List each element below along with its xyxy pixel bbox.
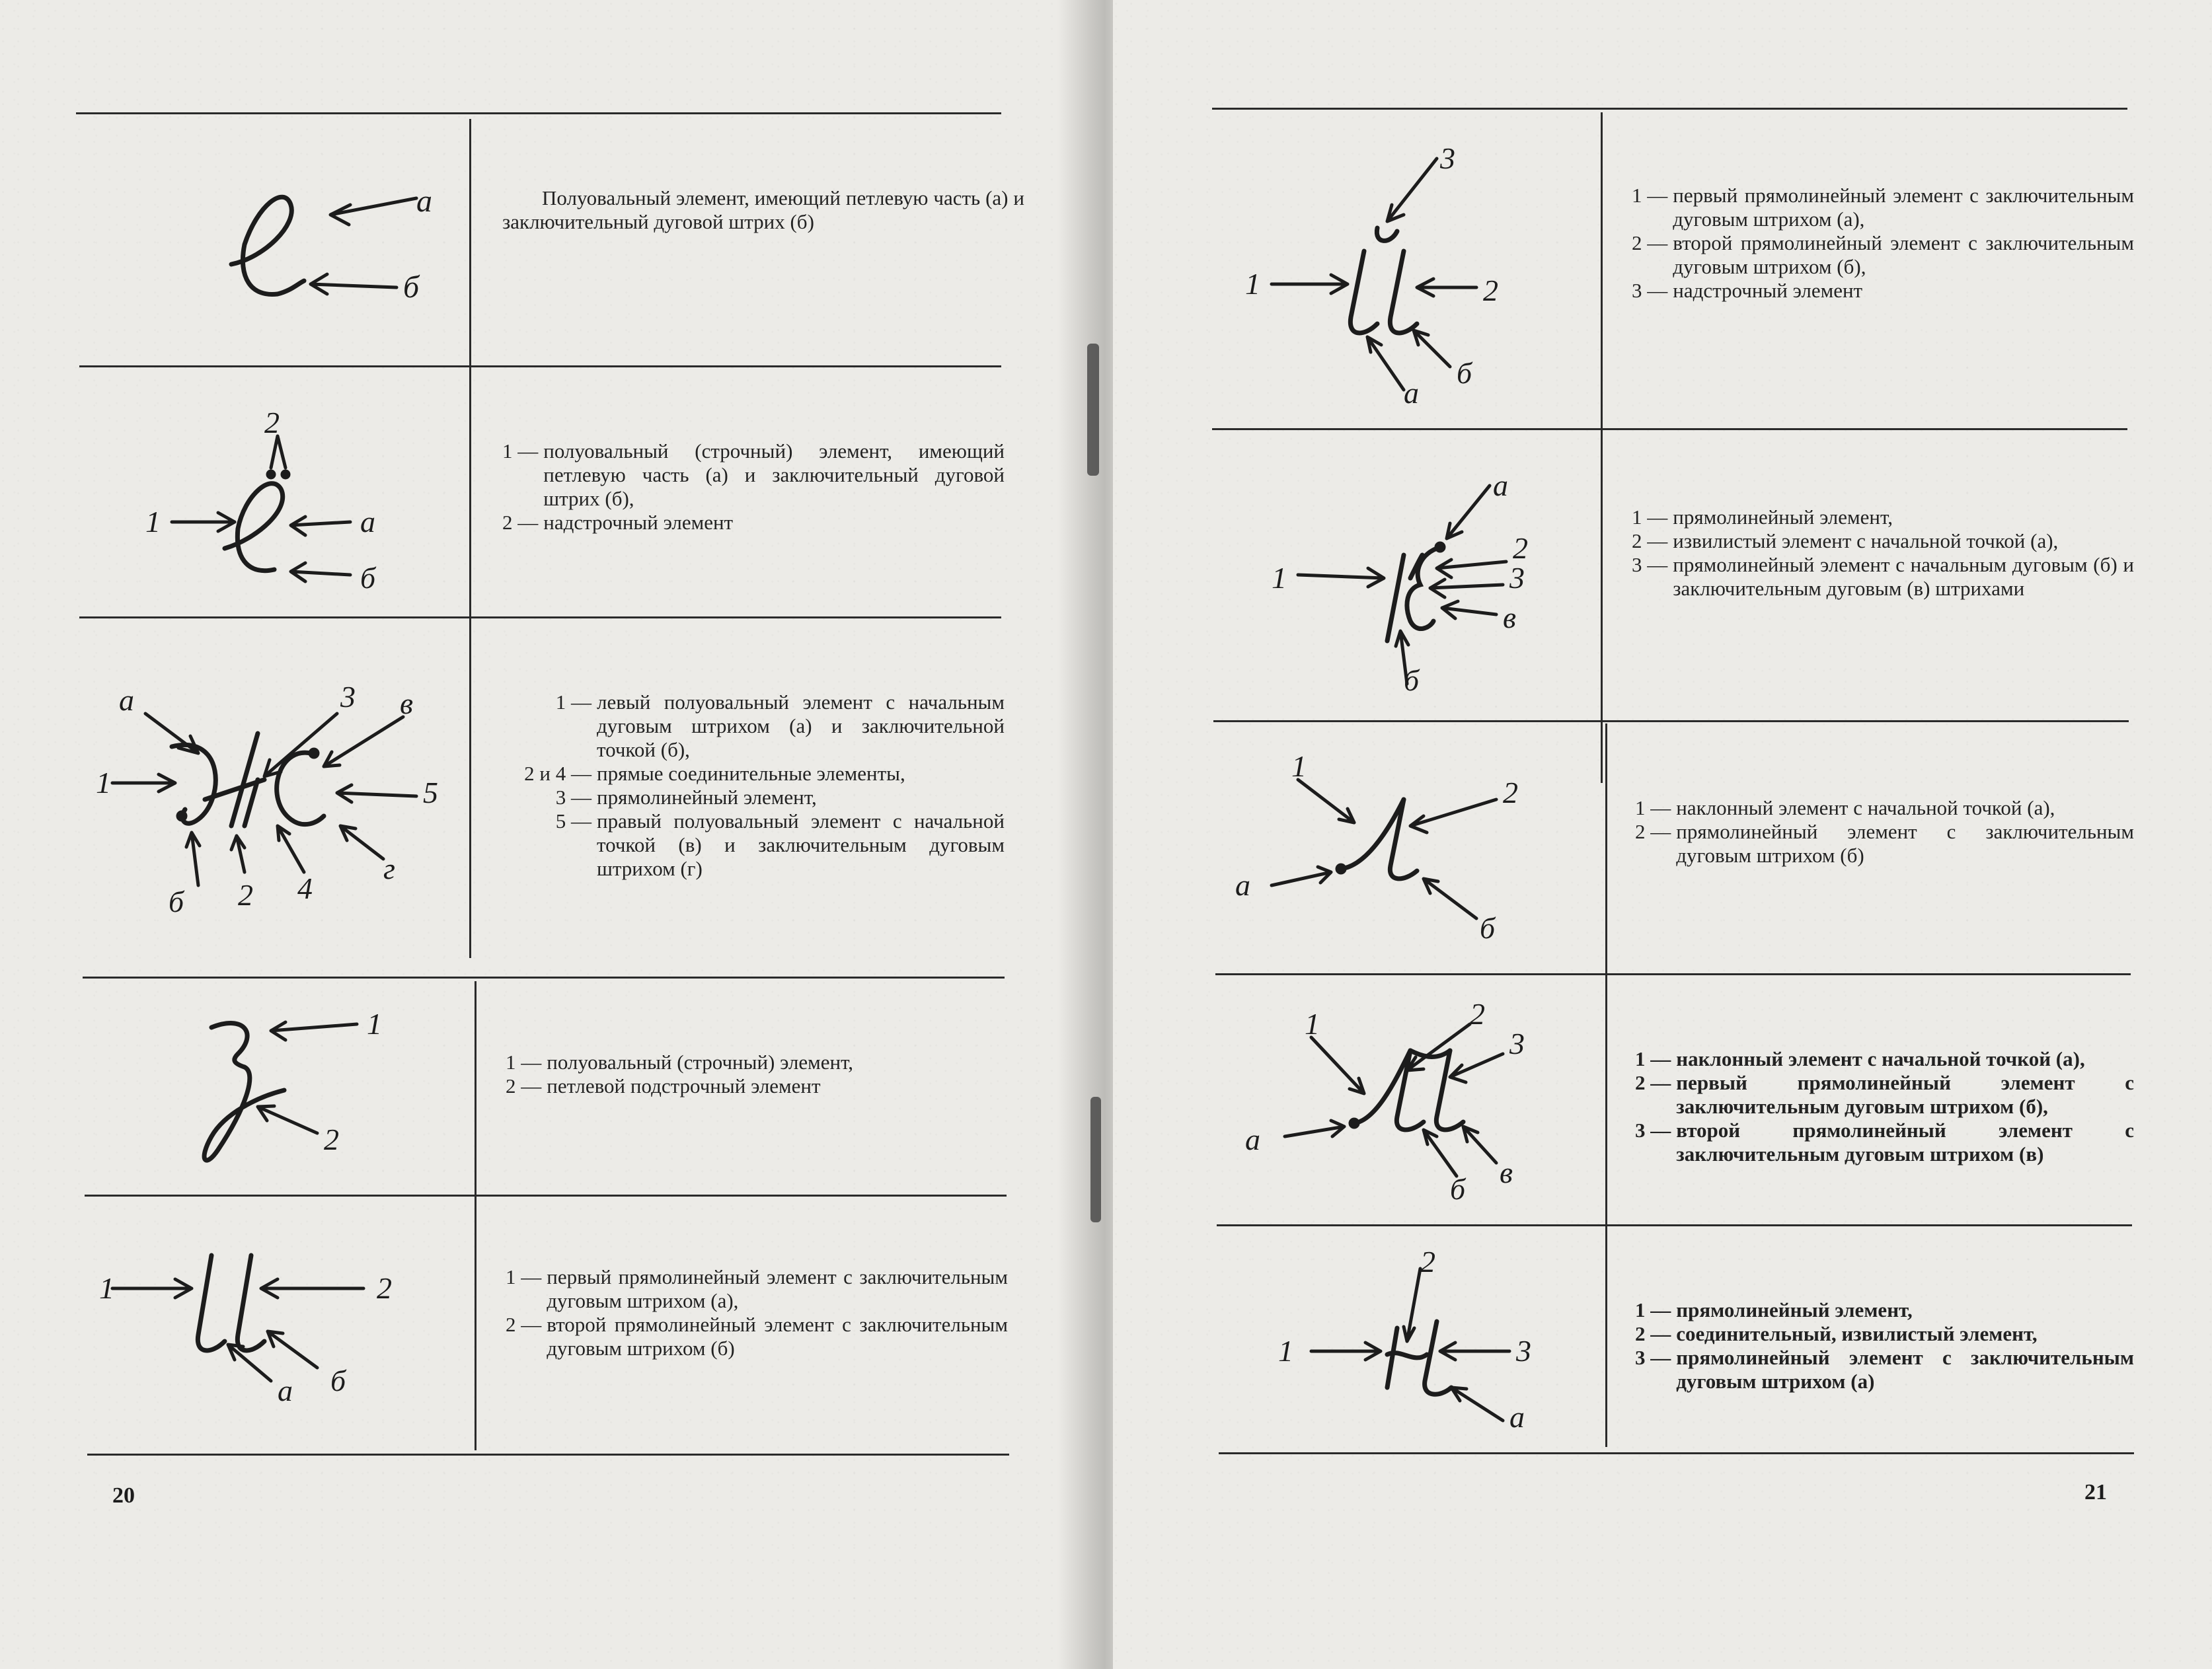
table-rule	[76, 112, 1001, 114]
column-divider	[469, 119, 471, 958]
callout-label: б	[1457, 356, 1472, 390]
staple-mark	[1087, 344, 1099, 476]
item-number: 1 —	[1635, 796, 1671, 819]
callout-label: б	[403, 270, 420, 305]
handwritten-zh	[93, 667, 463, 925]
letter-z-diagram	[172, 998, 436, 1183]
letter-zh-diagram	[93, 667, 463, 925]
description-text: левый полуовальный элемент с начальным дуговым штрихом (а) и заключительной точкой (б),	[597, 690, 1005, 761]
description-text: первый прямолинейный элемент с заключительным дуговым штрихом (а),	[1673, 184, 2134, 231]
letter-e-diagram	[218, 165, 469, 317]
callout-label: б	[360, 561, 376, 595]
description-text: петлевой подстрочный элемент	[547, 1074, 821, 1097]
item-number: 1 —	[506, 1051, 542, 1074]
item-number: 3 —	[555, 786, 591, 809]
description-line	[1635, 1322, 2134, 1346]
callout-label: 4	[297, 872, 313, 905]
handwritten-k	[1272, 463, 1576, 697]
callout-label: 1	[145, 505, 161, 538]
callout-label: 1	[367, 1007, 382, 1041]
callout-label: а	[1493, 468, 1508, 502]
callout-label: в	[1500, 1156, 1513, 1189]
item-number: 5 —	[555, 809, 591, 833]
right-page	[1113, 0, 2212, 1669]
callout-label: в	[400, 686, 413, 720]
description-text: прямолинейный элемент с заключительным дуговым штрихом (а)	[1676, 1346, 2134, 1393]
description-line	[502, 809, 1005, 881]
table-rule	[1215, 973, 2131, 975]
table-rule	[1217, 1224, 2132, 1226]
description-text: полуовальный (строчный) элемент, имеющий петлевую часть (а) и заключительный дуговой штрих (б),	[543, 439, 1005, 510]
callout-label: б	[330, 1364, 346, 1397]
callout-label: а	[1404, 376, 1419, 410]
handwritten-e	[218, 165, 469, 317]
table-rule	[1213, 720, 2129, 722]
callout-label: 2	[1420, 1245, 1435, 1279]
table-rule	[79, 365, 1001, 367]
row-description	[502, 439, 1005, 535]
row-description	[1635, 1047, 2134, 1166]
description-line	[1635, 1119, 2134, 1166]
description-text: наклонный элемент с начальной точкой (а),	[1676, 796, 2055, 819]
letter-yo-diagram	[132, 396, 410, 595]
table-rule	[87, 1454, 1009, 1456]
left-page	[0, 0, 1098, 1669]
callout-label: 2	[238, 878, 253, 912]
description-text: первый прямолинейный элемент с заключительным дуговым штрихом (б),	[1676, 1071, 2134, 1118]
letter-i-diagram	[99, 1236, 416, 1421]
description-line	[1632, 184, 2134, 231]
callout-label: 3	[340, 680, 356, 714]
row-description	[1632, 505, 2134, 601]
description-text: прямолинейный элемент с начальным дуговым (б) и заключительным дуговым (в) штрихами	[1673, 553, 2134, 600]
callout-label: 5	[423, 776, 438, 809]
item-number: 1 —	[1632, 505, 1668, 529]
description-text: второй прямолинейный элемент с заключительным дуговым штрихом (в)	[1676, 1119, 2134, 1166]
column-divider	[1601, 112, 1603, 783]
item-number: 3 —	[1635, 1346, 1671, 1369]
description-text: второй прямолинейный элемент с заключительным дуговым штрихом (б),	[1673, 231, 2134, 278]
description-text: надстрочный элемент	[543, 511, 734, 534]
description-text: соединительный, извилистый элемент,	[1676, 1322, 2038, 1345]
description-text: прямолинейный элемент,	[1676, 1298, 1913, 1321]
letter-m-diagram	[1232, 998, 1576, 1209]
description-line	[1635, 1071, 2134, 1119]
item-number: 3 —	[1632, 553, 1668, 576]
callout-label: 3	[1509, 561, 1525, 595]
callout-label: 1	[1278, 1334, 1293, 1368]
description-line	[1632, 279, 2134, 303]
item-number: 1 —	[1635, 1047, 1671, 1070]
table-rule	[1219, 1452, 2134, 1454]
callout-label: б	[1480, 911, 1496, 945]
item-number: 2 —	[506, 1313, 542, 1336]
handwritten-i-short	[1239, 139, 1569, 416]
letter-k-diagram	[1272, 463, 1576, 697]
callout-label: а	[416, 184, 432, 219]
table-rule	[83, 977, 1005, 979]
callout-label: 3	[1509, 1027, 1525, 1060]
callout-label: а	[278, 1374, 293, 1407]
callout-label: 3	[1516, 1334, 1531, 1368]
description-line	[502, 786, 1005, 809]
description-line	[502, 439, 1005, 511]
column-divider	[1605, 723, 1607, 1447]
callout-label: 1	[1245, 267, 1260, 301]
row-description	[502, 186, 1024, 234]
description-line	[1632, 529, 2134, 553]
row-description	[506, 1265, 1008, 1360]
item-number: 2 —	[1635, 1322, 1671, 1345]
description-line	[1635, 820, 2134, 868]
item-number: 2 —	[502, 511, 539, 534]
description-text: правый полуовальный элемент с начальной точкой (в) и заключительным дуговым штрихом (г)	[597, 809, 1005, 880]
item-number: 2 и 4 —	[524, 762, 591, 785]
row-description	[1632, 184, 2134, 303]
callout-label: 2	[377, 1271, 392, 1305]
description-line	[502, 511, 1005, 535]
item-number: 3 —	[1632, 279, 1668, 302]
staple-mark	[1090, 1097, 1101, 1222]
page-number: 20	[112, 1483, 135, 1508]
description-text: полуовальный (строчный) элемент,	[547, 1051, 854, 1074]
callout-label: б	[1450, 1172, 1466, 1206]
description-line	[506, 1265, 1008, 1313]
callout-label: 1	[99, 1271, 114, 1305]
description-text: надстрочный элемент	[1673, 279, 1863, 302]
description-line	[506, 1051, 1008, 1074]
callout-label: а	[119, 683, 134, 717]
handwritten-z	[172, 998, 436, 1183]
handwritten-i	[99, 1236, 416, 1421]
callout-label: 3	[1440, 141, 1455, 175]
callout-label: б	[169, 885, 184, 918]
item-number: 1 —	[1635, 1298, 1671, 1321]
callout-label: 2	[324, 1123, 339, 1156]
callout-label: а	[360, 505, 375, 538]
row-description	[1635, 1298, 2134, 1393]
description-line	[506, 1313, 1008, 1360]
callout-label: 1	[96, 766, 111, 799]
description-line	[1632, 553, 2134, 601]
description-text: прямолинейный элемент с заключительным дуговым штрихом (б)	[1676, 820, 2134, 867]
callout-label: 2	[264, 406, 280, 439]
description-line	[502, 762, 1005, 786]
item-number: 2 —	[1632, 231, 1668, 254]
description-line	[1632, 231, 2134, 279]
table-rule	[1212, 428, 2127, 430]
row-description	[502, 690, 1005, 881]
callout-label: а	[1235, 868, 1250, 902]
callout-label: в	[1503, 601, 1516, 634]
description-line	[1635, 1346, 2134, 1393]
description-text: первый прямолинейный элемент с заключительным дуговым штрихом (а),	[547, 1265, 1008, 1312]
row-description	[506, 1051, 1008, 1098]
description-line	[1632, 505, 2134, 529]
item-number: 2 —	[1635, 1071, 1671, 1094]
callout-label: 2	[1470, 997, 1485, 1031]
callout-label: 2	[1503, 776, 1518, 809]
letter-n-diagram	[1278, 1245, 1576, 1440]
row-description	[1635, 796, 2134, 868]
page-number: 21	[2084, 1480, 2107, 1504]
description-line	[1635, 796, 2134, 820]
item-number: 2 —	[506, 1074, 542, 1097]
item-number: 2 —	[1632, 529, 1668, 552]
description-text: Полуовальный элемент, имеющий петлевую часть (а) и заключительный дуговой штрих (б)	[502, 186, 1024, 233]
column-divider	[475, 981, 477, 1450]
handwritten-n	[1278, 1245, 1576, 1440]
description-text: прямолинейный элемент,	[597, 786, 817, 809]
description-text: извилистый элемент с начальной точкой (а),	[1673, 529, 2059, 552]
item-number: 1 —	[1632, 184, 1668, 207]
callout-label: б	[1404, 663, 1420, 697]
table-rule	[85, 1195, 1007, 1197]
description-text: наклонный элемент с начальной точкой (а),	[1676, 1047, 2085, 1070]
item-number: 3 —	[1635, 1119, 1671, 1142]
item-number: 2 —	[1635, 820, 1671, 843]
description-line	[1635, 1047, 2134, 1071]
letter-l-diagram	[1225, 749, 1569, 958]
item-number: 1 —	[555, 690, 591, 714]
letter-i-short-diagram	[1239, 139, 1569, 416]
table-rule	[79, 616, 1001, 618]
description-text: прямые соединительные элементы,	[597, 762, 905, 785]
handwritten-yo	[132, 396, 410, 595]
callout-label: 1	[1272, 561, 1287, 595]
callout-label: 2	[1513, 531, 1528, 565]
callout-label: а	[1245, 1123, 1260, 1156]
callout-label: г	[383, 852, 395, 885]
description-line	[1635, 1298, 2134, 1322]
handwritten-m	[1232, 998, 1576, 1209]
callout-label: 1	[1305, 1007, 1320, 1041]
description-line	[502, 186, 1024, 234]
item-number: 1 —	[502, 439, 539, 463]
handwritten-l	[1225, 749, 1569, 958]
description-line	[506, 1074, 1008, 1098]
description-text: второй прямолинейный элемент с заключительным дуговым штрихом (б)	[547, 1313, 1008, 1360]
table-rule	[1212, 108, 2127, 110]
item-number: 1 —	[506, 1265, 542, 1288]
description-text: прямолинейный элемент,	[1673, 505, 1893, 529]
description-line	[502, 690, 1005, 762]
callout-label: а	[1509, 1400, 1525, 1434]
callout-label: 2	[1483, 274, 1498, 307]
callout-label: 1	[1291, 749, 1307, 783]
